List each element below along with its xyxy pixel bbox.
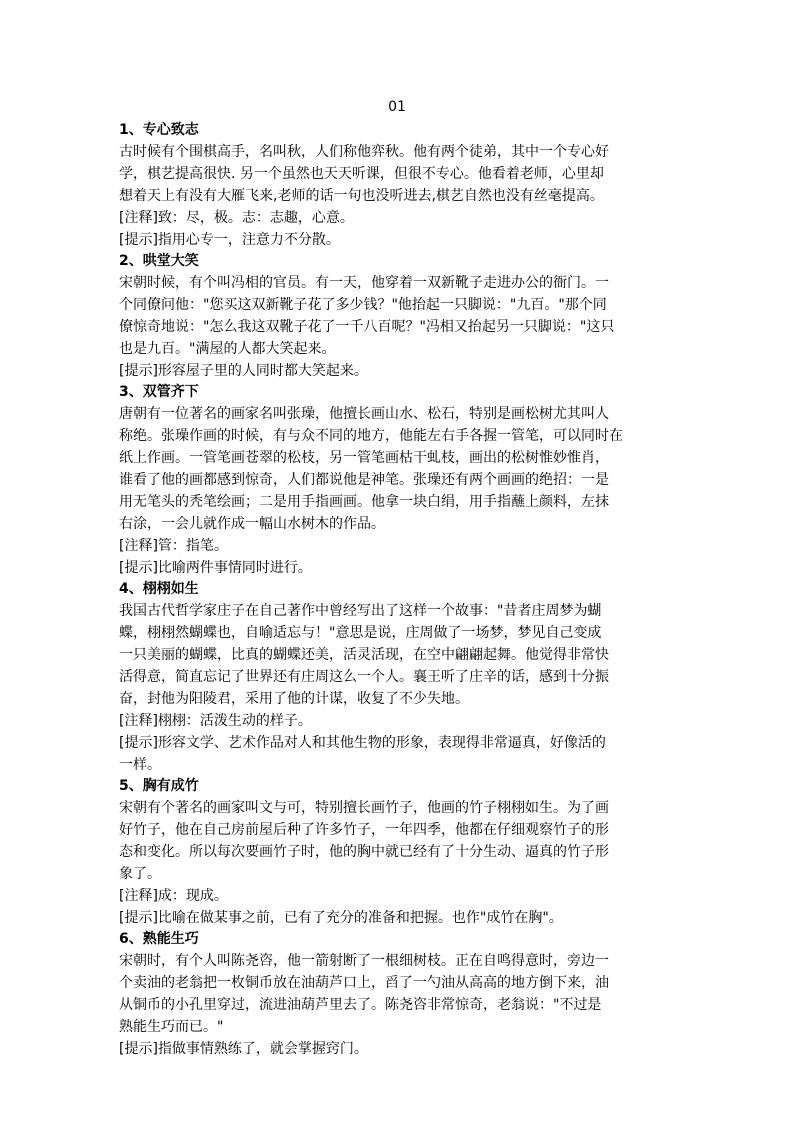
section-body: 宋朝时，有个人叫陈尧咨，他一箭射断了一根细树枝。正在自鸣得意时，旁边一 个卖油的老翁把一枚铜币放在油葫芦口上，舀了一勺油从高高的地方倒下来，油 从铜币的小孔里穿过，流进油葫芦里去了。陈尧咨非常惊奇，老翁说："不过是 熟能生巧而已。" bbox=[119, 953, 609, 1035]
page-number: 01 bbox=[388, 99, 406, 115]
section-title: 1、专心致志 bbox=[119, 122, 199, 138]
section-title: 5、胸有成竹 bbox=[119, 778, 199, 794]
section-body: 古时候有个围棋高手，名叫秋，人们称他弈秋。他有两个徒弟，其中一个专心好 学，棋艺提高很快. 另一个虽然也天天听课，但很不专心。他看着老师，心里却 想着天上有没有大雁飞来,老师的话一句也没听进去,棋艺自然也没有丝毫提高。 bbox=[119, 144, 609, 204]
section-body: 宋朝时候，有个叫冯相的官员。有一天，他穿着一双新靴子走进办公的衙门。一 个同僚问他："您买这双新靴子花了多少钱？"他抬起一只脚说："九百。"那个同 僚惊奇地说："怎么我这双靴子花了一千八百呢？"冯相又抬起另一只脚说："这只 也是九百。"满屋的人都大笑起来。 bbox=[119, 275, 615, 357]
section-body: 唐朝有一位著名的画家名叫张璪，他擅长画山水、松石，特别是画松树尤其叫人 称绝。张璪作画的时候，有与众不同的地方，他能左右手各握一管笔，可以同时在 纸上作画。一管笔画苍翠的松枝，另一管笔画枯干虬枝，画出的松树惟妙惟肖， 谁看了他的画都感到惊奇，人们都说他是神笔。张璪还有两个画画的绝招：一是 用无笔头的秃笔绘画；二是用手指画画。他拿一块白绢，用手指蘸上颜料，左抹 右涂，一会儿就作成一幅山水树木的作品。 bbox=[119, 406, 623, 532]
section-5 bbox=[119, 776, 675, 929]
section-2 bbox=[119, 251, 675, 382]
section-body: 宋朝有个著名的画家叫文与可，特别擅长画竹子，他画的竹子栩栩如生。为了画 好竹子，他在自己房前屋后种了许多竹子，一年四季，他都在仔细观察竹子的形 态和变化。所以每次要画竹子时，他的胸中就已经有了十分生动、逼真的竹子形 象了。 bbox=[119, 800, 609, 882]
section-note: [注释]成：现成。 bbox=[119, 888, 228, 904]
section-body: 我国古代哲学家庄子在自己著作中曾经写出了这样一个故事："昔者庄周梦为蝴 蝶，栩栩然蝴蝶也，自喻适忘与！"意思是说，庄周做了一场梦，梦见自己变成 一只美丽的蝴蝶，比真的蝴蝶还美，活灵活现，在空中翩翩起舞。他觉得非常快 活得意，简直忘记了世界还有庄周这么一个人。襄王听了庄辛的话，感到十分振 奋，封他为阳陵君，采用了他的计谋，收复了不少失地。 bbox=[119, 603, 609, 707]
section-1 bbox=[119, 120, 675, 251]
section-note: [注释]栩栩：活泼生动的样子。 bbox=[119, 713, 312, 729]
section-4 bbox=[119, 579, 675, 776]
section-3 bbox=[119, 382, 675, 579]
section-6 bbox=[119, 929, 675, 1060]
section-note: [提示]比喻两件事情同时进行。 bbox=[119, 560, 312, 576]
document-page bbox=[119, 96, 675, 1060]
section-title: 3、双管齐下 bbox=[119, 384, 199, 400]
section-note: [提示]形容屋子里的人同时都大笑起来。 bbox=[119, 363, 368, 379]
section-note: [提示]比喻在做某事之前，已有了充分的准备和把握。也作"成竹在胸"。 bbox=[119, 910, 563, 926]
section-title: 4、栩栩如生 bbox=[119, 581, 199, 597]
section-note: [注释]致：尽，极。志：志趣，心意。 bbox=[119, 210, 354, 226]
section-title: 2、哄堂大笑 bbox=[119, 253, 199, 269]
section-note: [注释]管：指笔。 bbox=[119, 538, 228, 554]
section-note: [提示]形容文学、艺术作品对人和其他生物的形象，表现得非常逼真，好像活的 一样。 bbox=[119, 735, 606, 773]
section-note: [提示]指用心专一，注意力不分散。 bbox=[119, 232, 340, 248]
section-note: [提示]指做事情熟练了，就会掌握窍门。 bbox=[119, 1041, 368, 1057]
section-title: 6、熟能生巧 bbox=[119, 931, 199, 947]
